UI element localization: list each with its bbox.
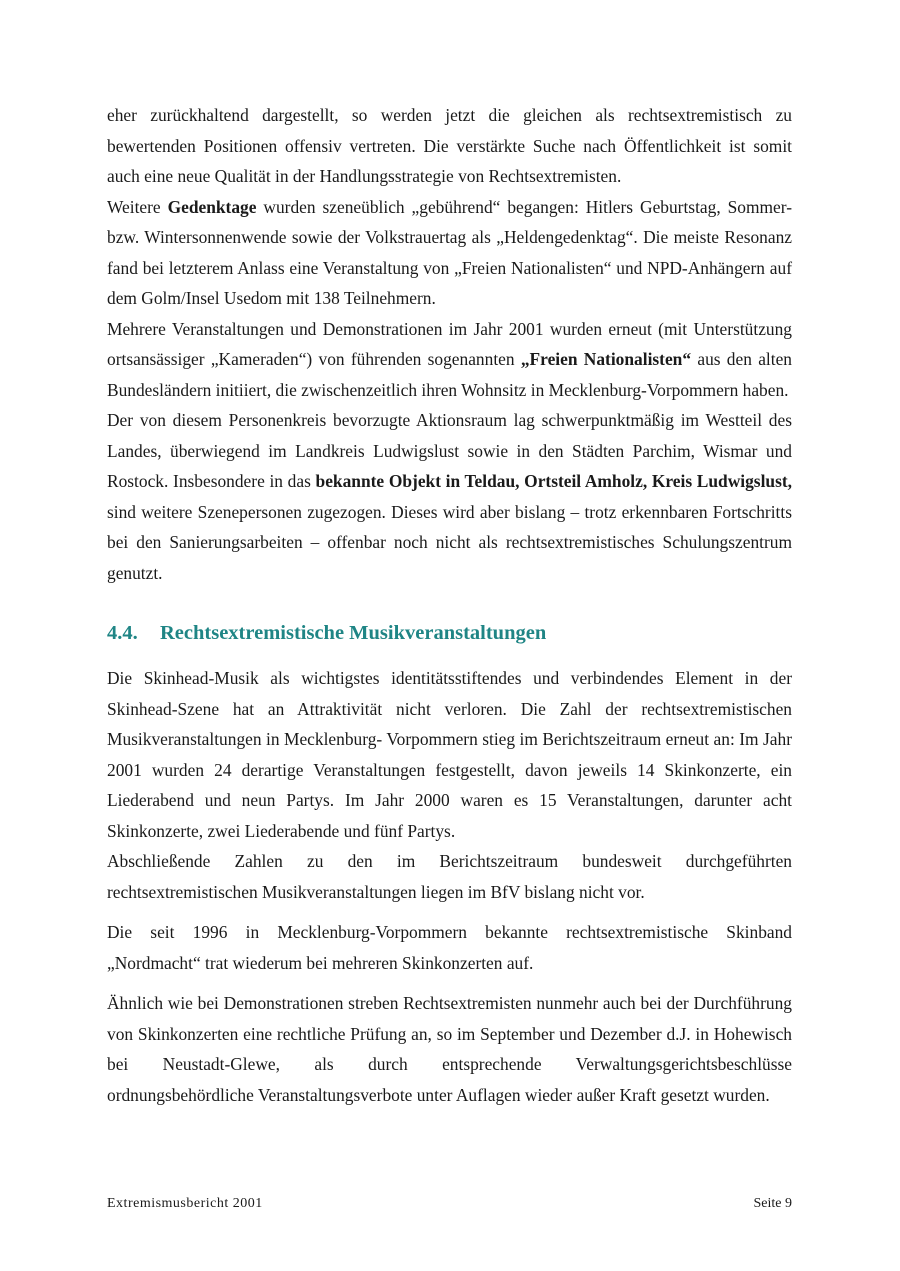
paragraph-gedenktage <box>107 192 792 314</box>
text-run: sind weitere Szenepersonen zugezogen. Dieses wird aber bislang – trotz erkennbaren Fortschritts bei den Sanierungsarbeiten – offenbar noch nicht als rechtsextremistisches Schulungszentrum genutzt. <box>107 501 792 583</box>
paragraph: eher zurückhaltend dargestellt, so werden jetzt die gleichen als rechtsextremistisch zu bewertenden Positionen offensiv vertreten. Die verstärkte Suche nach Öffentlichkeit ist somit auch eine neue Qualität in der Handlungsstrategie von Rechtsextremisten. <box>107 105 792 186</box>
section-heading <box>107 618 792 648</box>
text-run: wurden szeneüblich „gebührend“ begangen: Hitlers Geburtstag, Sommer- bzw. Wintersonnenwende sowie der Volkstrauertag als „Heldengedenktag“. Die meiste Resonanz fand bei letzterem Anlass eine Veranstaltung von „Freien Nationalisten“ und NPD-Anhängern auf dem Golm/Insel Usedom mit 138 Teilnehmern. <box>107 196 792 308</box>
section-title: Rechtsextremistische Musikveranstaltungen <box>160 622 547 644</box>
paragraph: Die Skinhead-Musik als wichtigstes identitätsstiftendes und verbindendes Element in der Skinhead-Szene hat an Attraktivität nicht verloren. Die Zahl der rechtsextremistischen Musikveranstaltungen in Mecklenburg- Vorpommern stieg im Berichtszeitraum erneut an: Im Jahr 2001 wurden 24 derartige Veranstaltungen festgestellt, davon jeweils 14 Skinkonzerte, ein Liederabend und neun Partys. Im Jahr 2000 waren es 15 Veranstaltungen, darunter acht Skinkonzerte, zwei Liederabende und fünf Partys. <box>107 668 792 841</box>
paragraph-veranstaltungen <box>107 314 792 406</box>
footer-title: Extremismusbericht 2001 <box>107 1196 263 1211</box>
paragraph: Abschließende Zahlen zu den im Berichtszeitraum bundesweit durchgeführten rechtsextremistischen Musikveranstaltungen liegen im BfV bislang nicht vor. <box>107 851 792 902</box>
text-run: Der von diesem Personenkreis bevorzugte Aktionsraum lag schwerpunktmäßig im Westteil des Landes, überwiegend im Landkreis Ludwigslust sowie in den Städten Parchim, Wismar und Rostock. Insbesondere in das <box>107 410 792 491</box>
text-run: Mehrere Veranstaltungen und Demonstrationen im Jahr 2001 wurden erneut (mit Unterstützung ortsansässiger „Kameraden“) von führenden sogenannten <box>107 318 792 369</box>
page-number: Seite 9 <box>753 1196 792 1211</box>
text-run: Weitere <box>107 196 168 217</box>
paragraph: Die seit 1996 in Mecklenburg-Vorpommern bekannte rechtsextremistische Skinband „Nordmacht“ trat wiederum bei mehreren Skinkonzerten auf. <box>107 922 792 973</box>
bold-text: „Freien Nationalisten“ <box>520 349 692 369</box>
bold-text: Gedenktage <box>167 196 257 217</box>
bold-text: bekannte Objekt in Teldau, Ortsteil Amholz, Kreis Ludwigslust, <box>315 471 792 491</box>
page-footer <box>107 1196 792 1212</box>
section-number: 4.4. <box>107 622 138 644</box>
paragraph: Ähnlich wie bei Demonstrationen streben Rechtsextremisten nunmehr auch bei der Durchführung von Skinkonzerten eine rechtliche Prüfung an, so im September und Dezember d.J. in Hohewisch bei Neustadt-Glewe, als durch entsprechende Verwaltungsgerichtsbeschlüsse ordnungsbehördliche Veranstaltungsverbote unter Auflagen wieder außer Kraft gesetzt wurden. <box>107 993 792 1105</box>
text-run: aus den alten Bundesländern initiiert, die zwischenzeitlich ihren Wohnsitz in Mecklenburg-Vorpommern haben. <box>107 349 792 400</box>
paragraph-aktionsraum <box>107 405 792 588</box>
page-content <box>107 100 792 1110</box>
